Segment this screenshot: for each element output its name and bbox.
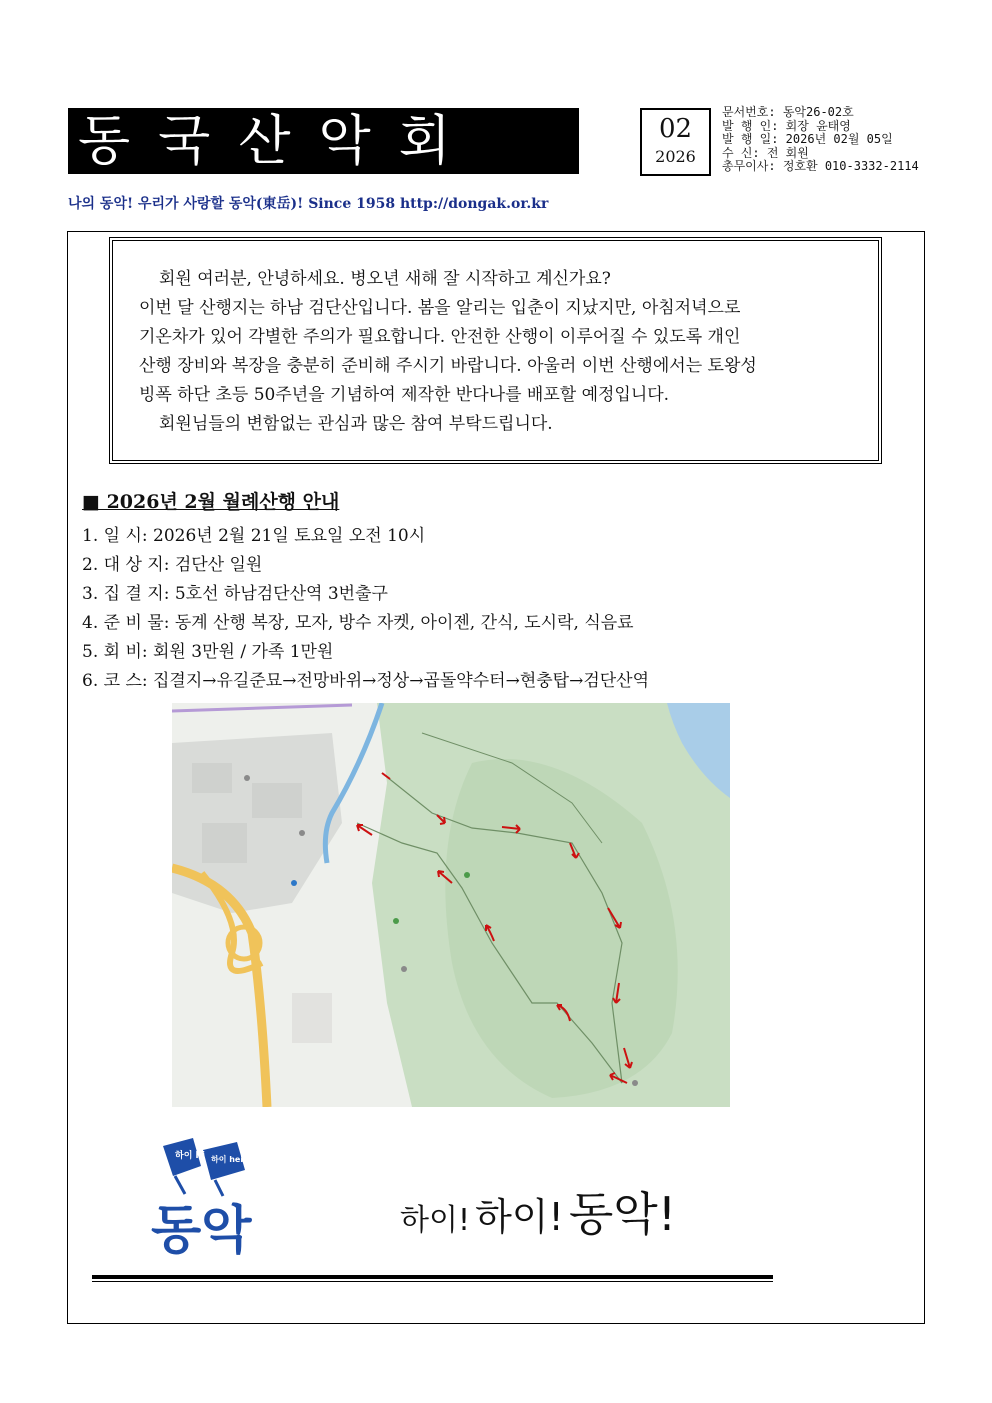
footer-rule <box>92 1281 773 1282</box>
slogan-word: 하이! <box>400 1203 470 1238</box>
greeting-line: 회원님들의 변함없는 관심과 많은 참여 부탁드립니다. <box>159 414 553 434</box>
greeting-line: 회원 여러분, 안녕하세요. 병오년 새해 잘 시작하고 계신가요? <box>159 269 611 289</box>
greeting-line: 이번 달 산행지는 하남 검단산입니다. 봄을 알리는 입춘이 지났지만, 아침저녁으로 <box>139 298 741 318</box>
detail-course: 6. 코 스: 집결지→유길준묘→전망바위→정상→곱돌약수터→현충탑→검단산역 <box>82 671 650 691</box>
doc-number: 문서번호: 동악26-02호 <box>722 105 854 119</box>
issue-year: 2026 <box>655 147 696 166</box>
greeting-line: 빙폭 하단 초등 50주년을 기념하여 제작한 반다나를 배포할 예정입니다. <box>139 385 670 405</box>
tagline: 나의 동악! 우리가 사랑할 동악(東岳)! Since 1958 http://dongak.or.kr <box>68 196 549 212</box>
secretary-contact: 총무이사: 정호환 010-3332-2114 <box>722 159 919 174</box>
detail-meeting-point: 3. 집 결 지: 5호선 하남검단산역 3번출구 <box>82 584 388 604</box>
recipient: 수 신: 전 회원 <box>722 145 809 160</box>
logo-flag-text: 하이 hi <box>175 1151 206 1161</box>
issue-number: 02 <box>658 114 693 144</box>
detail-date: 1. 일 시: 2026년 2월 21일 토요일 오전 10시 <box>82 526 426 546</box>
greeting-line: 기온차가 있어 각별한 주의가 필요합니다. 안전한 산행이 이루어질 수 있도록 개인 <box>139 327 741 347</box>
footer-rule <box>92 1275 773 1279</box>
slogan <box>400 1178 676 1244</box>
route-map <box>172 703 730 1107</box>
dongak-logo <box>145 1136 275 1258</box>
greeting-text <box>112 240 879 461</box>
publish-date: 발 행 일: 2026년 02월 05일 <box>722 132 893 147</box>
logo-text: 동악 <box>151 1201 252 1258</box>
section-title: ■ 2026년 2월 월례산행 안내 <box>82 491 340 513</box>
issue-box <box>640 108 711 176</box>
flag-icon <box>163 1138 259 1196</box>
detail-equipment: 4. 준 비 물: 동계 산행 복장, 모자, 방수 자켓, 아이젠, 간식, 도시락, 식음료 <box>82 613 634 633</box>
slogan-word: 동악! <box>568 1187 677 1241</box>
detail-fee: 5. 회 비: 회원 3만원 / 가족 1만원 <box>82 642 334 662</box>
publisher: 발 행 인: 회장 윤태영 <box>722 118 851 133</box>
greeting-line: 산행 장비와 복장을 충분히 준비해 주시기 바랍니다. 아울러 이번 산행에서는 토왕성 <box>139 356 757 376</box>
logo-flag-text: 하이 height <box>211 1155 259 1164</box>
detail-destination: 2. 대 상 지: 검단산 일원 <box>82 555 263 575</box>
newsletter-title: 동국산악회 <box>68 108 579 174</box>
greeting-box <box>109 237 882 464</box>
slogan-word: 하이! <box>475 1195 564 1239</box>
document-info <box>722 106 919 174</box>
hike-details <box>82 522 649 696</box>
